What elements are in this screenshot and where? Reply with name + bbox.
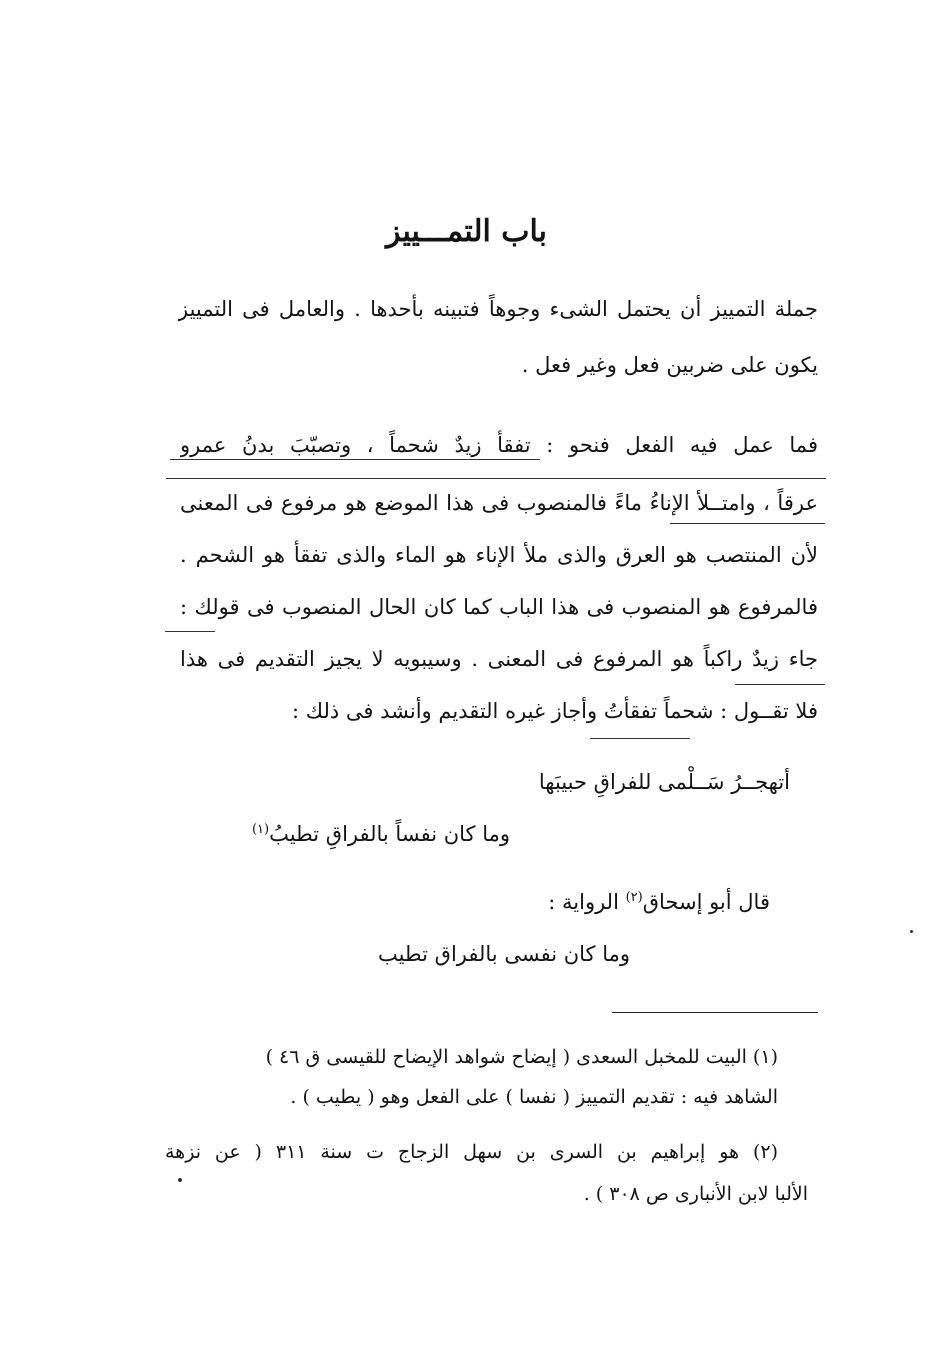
pencil-underline xyxy=(670,523,825,524)
paragraph2-line-2: عرقاً ، وامتــلأ الإناءُ ماءً فالمنصوب فى هذا الموضع هو مرفوع فى المعنى xyxy=(180,491,818,515)
ink-speck xyxy=(910,930,913,933)
pencil-underline xyxy=(170,459,540,460)
footnote-2-line-2: الألبا لابن الأنبارى ص ٣٠٨ ) . xyxy=(583,1183,808,1205)
footnote-ref: (١) xyxy=(251,822,270,837)
quote-intro xyxy=(470,882,770,918)
verse-line-2 xyxy=(205,814,510,850)
footnote-separator xyxy=(612,1012,818,1013)
footnote-2-line-1: (٢) هو إبراهيم بن السرى بن سهل الزجاج ت سنة ٣١١ ( عن نزهة xyxy=(165,1141,778,1163)
paragraph1-line-1: جملة التمييز أن يحتمل الشىء وجوهاً فتبينه بأحدها . والعامل فى التمييز xyxy=(178,297,818,321)
paragraph2-line-4: فالمرفوع هو المنصوب فى هذا الباب كما كان الحال المنصوب فى قولك : xyxy=(180,595,818,619)
paragraph2-line-6: فلا تقــول : شحماً تفقأتُ وأجاز غيره التقديم وأنشد فى ذلك : xyxy=(292,699,818,723)
quote-line: وما كان نفسى بالفراق تطيب xyxy=(377,942,630,966)
pencil-underline xyxy=(735,684,825,685)
footnote-ref: (٢) xyxy=(625,890,643,905)
verse-text: وما كان نفساً بالفراقِ تطيبُ xyxy=(269,822,510,846)
quote-prefix: قال أبو إسحاق xyxy=(642,890,770,914)
chapter-title: باب التمـــييز xyxy=(385,214,548,249)
paragraph1-line-2: يكون على ضربين فعل وغير فعل . xyxy=(521,353,818,377)
pencil-underline xyxy=(590,738,690,739)
ink-speck xyxy=(178,1178,182,1182)
quote-suffix: الرواية : xyxy=(548,890,619,914)
verse-line-1: أتهجــرُ سَــلْمى للفراقِ حبيبَها xyxy=(538,770,790,794)
paragraph2-line-5: جاء زيدٌ راكباً هو المرفوع فى المعنى . وسيبويه لا يجيز التقديم فى هذا xyxy=(180,647,818,671)
footnote-1-line-2: الشاهد فيه : تقديم التمييز ( نفسا ) على الفعل وهو ( يطيب ) . xyxy=(290,1086,778,1108)
footnote-1-line-1: (١) البيت للمخبل السعدى ( إيضاح شواهد الإيضاح للقيسى ق ٤٦ ) xyxy=(265,1046,778,1068)
pencil-underline xyxy=(166,478,826,479)
paragraph2-line-3: لأن المنتصب هو العرق والذى ملأ الإناء هو الماء والذى تفقأ هو الشحم . xyxy=(180,543,818,567)
pencil-underline xyxy=(165,631,215,632)
paragraph2-line-1: فما عمل فيه الفعل فنحو : تفقأً زيدٌ شحماً ، وتصبّبَ بدنُ عمرو xyxy=(180,433,818,457)
